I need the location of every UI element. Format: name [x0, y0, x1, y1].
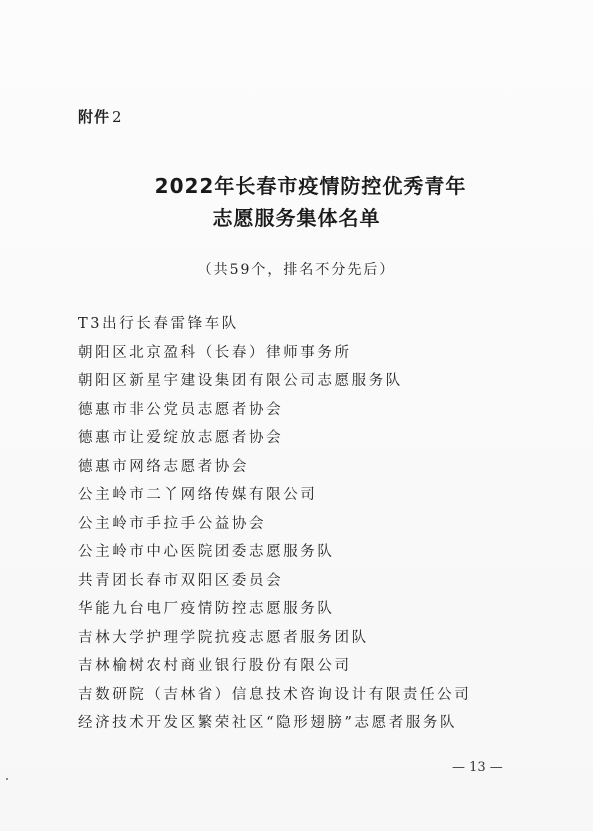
document-title-line-1: 2022年长春市疫情防控优秀青年: [154, 174, 467, 198]
list-item: 华能九台电厂疫情防控志愿服务队: [78, 601, 335, 617]
list-item: 吉林榆树农村商业银行股份有限公司: [78, 658, 352, 674]
list-item: T3出行长春雷锋车队: [78, 316, 239, 332]
list-item: 德惠市网络志愿者协会: [78, 458, 249, 475]
page-number: — 13 —: [452, 760, 503, 775]
document-subtitle: （共59个，排名不分先后）: [197, 262, 396, 278]
list-item: 吉林大学护理学院抗疫志愿者服务团队: [78, 629, 369, 646]
organization-list: [78, 310, 471, 738]
attachment-label-text: 附件: [78, 108, 111, 126]
list-item: 朝阳区新星宇建设集团有限公司志愿服务队: [78, 373, 403, 389]
document-title-line-2: 志愿服务集体名单: [212, 206, 381, 230]
attachment-label: [78, 106, 123, 127]
list-item: 公主岭市手拉手公益协会: [78, 515, 267, 532]
attachment-number: 2: [112, 108, 123, 126]
list-item: 吉数研院（吉林省）信息技术咨询设计有限责任公司: [78, 686, 472, 703]
list-item: 公主岭市中心医院团委志愿服务队: [78, 544, 335, 560]
list-item: 经济技术开发区繁荣社区“隐形翅膀”志愿者服务队: [78, 715, 458, 731]
list-item: 德惠市非公党员志愿者协会: [78, 401, 284, 418]
list-item: 共青团长春市双阳区委员会: [78, 572, 284, 589]
list-item: 德惠市让爱绽放志愿者协会: [78, 430, 284, 446]
list-item: 朝阳区北京盈科（长春）律师事务所: [78, 344, 352, 361]
list-item: 公主岭市二丫网络传媒有限公司: [78, 487, 318, 503]
scan-speck: [6, 778, 8, 780]
